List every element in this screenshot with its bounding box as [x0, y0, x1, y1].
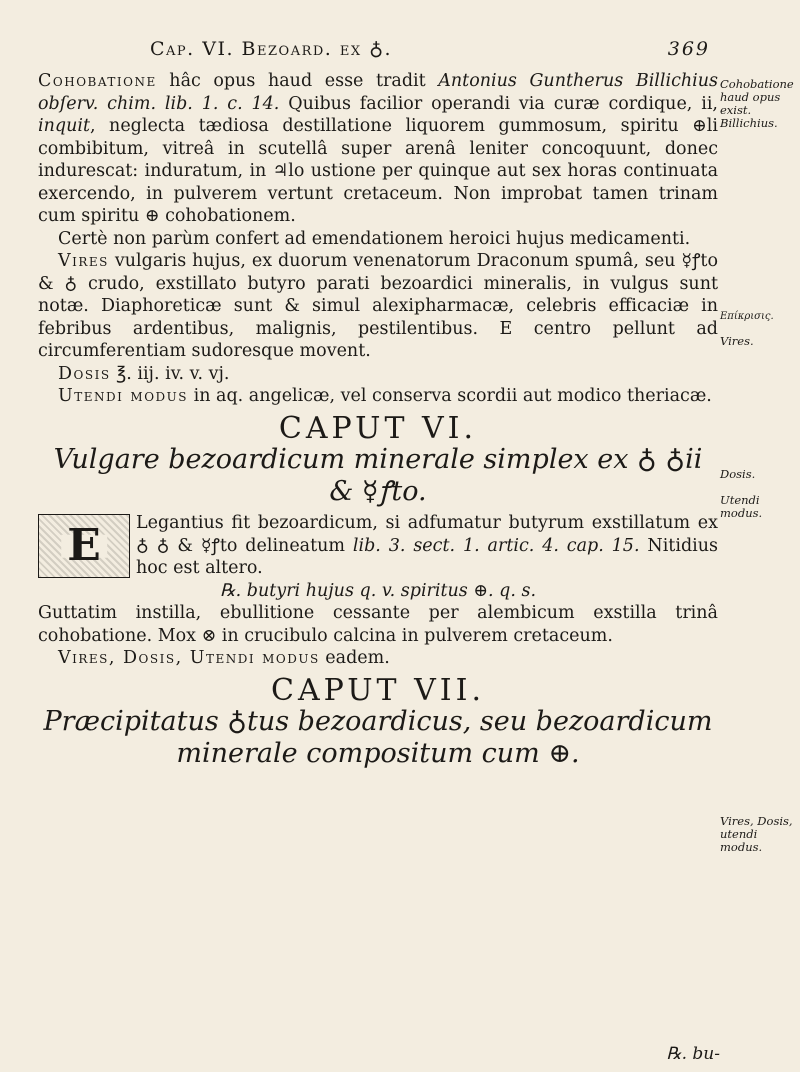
text-span: eadem. [319, 648, 390, 668]
margin-note-utendi: Utendi modus. [720, 493, 763, 520]
lead-word: Dosis [58, 363, 111, 384]
recipe-line: ℞. butyri hujus q. v. spiritus ⊕. q. s. [219, 580, 537, 601]
text-span: fit bezoardicum, si adfumatur butyrum exstillatum ex ♁ ♁ & ☿ꝭto delineatum [136, 513, 718, 556]
dropcap-letter: E [61, 535, 107, 558]
catchword: ℞. bu- [666, 1044, 720, 1064]
lead-word: Vires, Dosis, Utendi modus [58, 648, 320, 668]
running-head [150, 38, 710, 60]
text-span: Quibus facilior operandi via curæ cordique, ii, [279, 93, 718, 114]
text-span: Nitidius hoc est altero. [136, 535, 718, 578]
author-citation: Antonius Guntherus Billichius obſerv. chim. lib. 1. c. 14. [38, 71, 719, 114]
paragraph-legantius [38, 512, 718, 580]
body-text [38, 70, 718, 774]
text-span: vulgaris hujus, ex duorum venenatorum Draconum spumâ, seu ☿ꝭto & ♁ crudo, exstillato butyro parati bezoardici mineralis, in vulgus sunt notæ. Diaphoreticæ sunt & simul alexipharmacæ, celebris efficaciæ in febribus ardentibus, malignis, pestilentibus. E centro pellunt ad circumferentiam sudoresque movent. [38, 251, 718, 361]
dropcap-paragraph [38, 512, 718, 602]
margin-note-dosis: Dosis. [720, 467, 756, 481]
cross-reference: lib. 3. sect. 1. artic. 4. cap. 15. [352, 535, 640, 556]
text-span: ℥. iij. iv. v. vj. [110, 363, 230, 384]
text-span: hâc opus haud esse tradit [156, 71, 439, 91]
lead-word: Legantius [136, 513, 224, 533]
margin-note-epikrisis: Επίκρισις. [720, 311, 774, 322]
paragraph-vires [38, 250, 718, 363]
decorated-initial [38, 514, 130, 578]
lead-word: Utendi modus [58, 386, 189, 406]
running-head-title: Cap. VI. Bezoard. ex ♁. [150, 38, 393, 60]
paragraph-cohobatione [38, 70, 718, 228]
page-number: 369 [667, 38, 710, 60]
lead-word: Cohobatione [38, 71, 157, 91]
chapter-6-title: Vulgare bezoardicum minerale simplex ex ♁ ♁ii & ☿ꝭto. [53, 444, 703, 507]
paragraph-guttatim: Guttatim instilla, ebullitione cessante per alembicum exstilla trinâ cohobatione. Mox ⊗ in crucibulo calcina in pulverem cretaceum. [38, 603, 718, 646]
text-span: in aq. angelicæ, vel conserva scordii aut modico theriacæ. [188, 386, 712, 406]
paragraph-utendi [38, 385, 718, 408]
margin-note-vires: Vires. [720, 334, 754, 348]
chapter-7-title: Præcipitatus ♁tus bezoardicus, seu bezoardicum minerale compositum cum ⊕. [43, 706, 713, 769]
margin-note-vires-dosis: Vires, Dosis, utendi modus. [720, 814, 793, 854]
lead-word: Vires [58, 251, 109, 271]
text-span: inquit [38, 116, 90, 136]
paragraph-dosis [38, 363, 718, 386]
paragraph-certe: Certè non parùm confert ad emendationem heroici hujus medicamenti. [58, 228, 691, 249]
paragraph-vires-dosis [38, 647, 718, 670]
margin-note-cohobatione: Cohobatione haud opus exist. Billichius. [720, 77, 794, 130]
text-span: , neglecta tædiosa destillatione liquorem gummosum, spiritu ⊕li combibitum, vitreâ in scutellâ super arenâ leniter concoquunt, donec indurescat: induratum, in ♃lo ustione per quinque aut sex horas continuata exercendo, in pulverem vertunt cretaceum. Non improbat tamen trinam cum spiritu ⊕ cohobationem. [38, 116, 718, 226]
chapter-7-heading: CAPUT VII. [270, 672, 485, 708]
chapter-6-heading: CAPUT VI. [278, 410, 478, 446]
